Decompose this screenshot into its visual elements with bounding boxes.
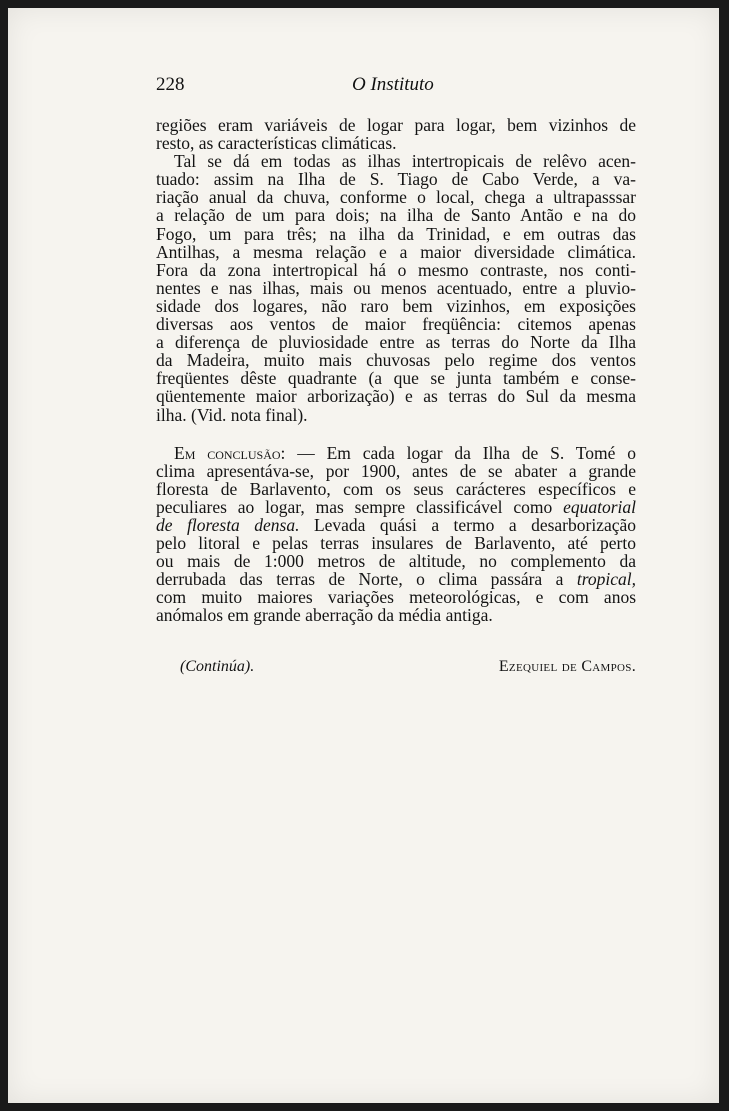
emphasis-equatorial: equatorial (563, 496, 636, 517)
text-line: qüentemente maior arborização) e as terras do Sul da mesma (156, 386, 636, 407)
text-line: a diferença de pluviosidade entre as terras do Norte da Ilha (156, 332, 636, 353)
paragraph-continuation (156, 116, 636, 152)
signature-row (156, 658, 636, 682)
author-signature: Ezequiel de Campos. (498, 658, 636, 675)
text-line: sidade dos logares, não raro bem vizinhos, em exposições (156, 295, 636, 316)
conclusion-line: anómalos em grande aberração da média antiga. (156, 605, 493, 626)
page-number: 228 (156, 74, 185, 95)
text-line: Tal se dá em todas as ilhas intertropicais de relêvo acen- (174, 151, 636, 172)
conclusion-line: ou mais de 1:000 metros de altitude, no complemento da (156, 551, 636, 572)
emphasis-floresta-densa: de floresta densa. (156, 514, 300, 535)
conclusion-line: floresta de Barlavento, com os seus carácteres específicos e (156, 478, 636, 499)
text-line: tuado: assim na Ilha de S. Tiago de Cabo Verde, a va- (156, 169, 636, 190)
text-line: Antilhas, a mesma relação e a maior diversidade climática. (156, 241, 636, 262)
running-title: O Instituto (352, 74, 434, 95)
continued-note: (Continúa). (180, 658, 255, 675)
conclusion-lead: Em conclusão: (174, 442, 286, 463)
conclusion-line: de floresta densa. Levada quási a termo a desarborização (156, 514, 637, 535)
text-line: a relação de um para dois; na ilha de Santo Antão e na do (156, 205, 636, 226)
page-body (156, 116, 636, 625)
text-line: da Madeira, muito mais chuvosas pelo regime dos ventos (156, 350, 636, 371)
text-line: freqüentes dêste quadrante (a que se junta também e conse- (156, 368, 636, 389)
paragraph-intertropical (156, 152, 636, 423)
conclusion-line: com muito maiores variações meteorológicas, e com anos (156, 587, 636, 608)
text-line: Fora da zona intertropical há o mesmo contraste, nos conti- (156, 259, 636, 280)
conclusion-line: pelo litoral e pelas terras insulares de Barlavento, até perto (156, 533, 636, 554)
paragraph-conclusion (156, 444, 636, 625)
text-line: riação anual da chuva, conforme o local, chega a ultrapasssar (156, 187, 636, 208)
text-line: ilha. (Vid. nota final). (156, 404, 308, 425)
page-header (156, 74, 636, 104)
conclusion-line: clima apresentáva-se, por 1900, antes de se abater a grande (156, 460, 636, 481)
text-line: nentes e nas ilhas, mais ou menos acentuado, entre a pluvio- (156, 277, 636, 298)
text-line: resto, as características climáticas. (156, 133, 397, 154)
conclusion-line: Em conclusão: — Em cada logar da Ilha de S. Tomé o (174, 442, 636, 463)
text-line: Fogo, um para três; na ilha da Trinidad, e em outras das (156, 223, 636, 244)
text-line: regiões eram variáveis de logar para logar, bem vizinhos de (156, 115, 636, 135)
conclusion-line: peculiares ao logar, mas sempre classificável como equatorial (156, 496, 636, 517)
emphasis-tropical: tropical, (576, 569, 636, 590)
text-line: diversas aos ventos de maior freqüência: citemos apenas (156, 314, 636, 335)
book-page (8, 8, 719, 1103)
conclusion-line: derrubada das terras de Norte, o clima passára a tropical, (156, 569, 636, 590)
